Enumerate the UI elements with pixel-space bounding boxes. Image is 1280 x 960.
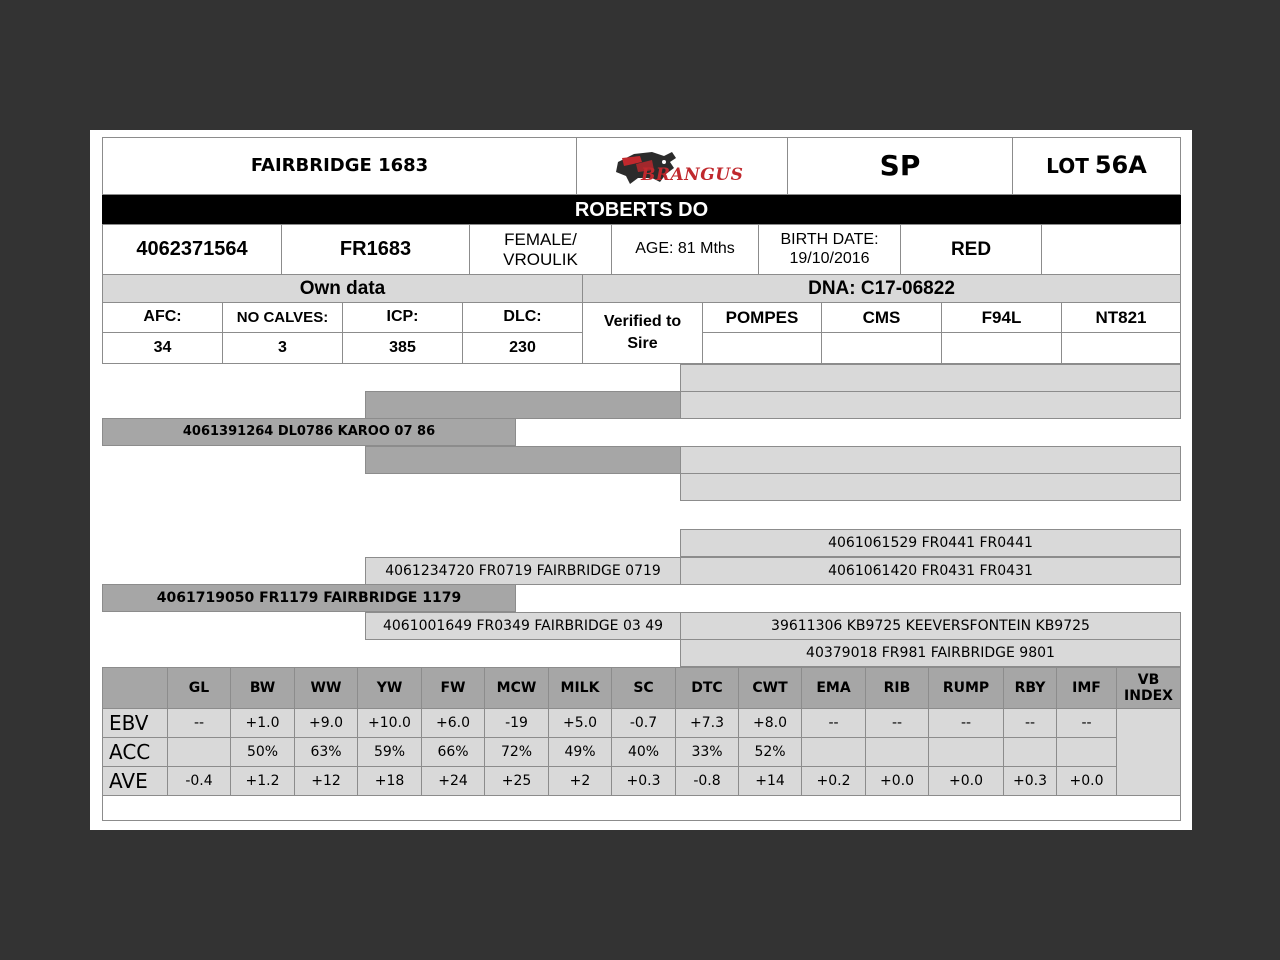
ebv-acc-yw: 59% [357,737,422,767]
ebv-acc-ema [801,737,866,767]
ebv-acc-dtc: 33% [675,737,739,767]
ebv-ebv-yw: +10.0 [357,708,422,738]
ebv-header-corner [102,667,168,709]
ebv-ave-rby: +0.3 [1003,766,1057,796]
dna-title: DNA: C17-06822 [582,274,1181,303]
dna-test-cms: CMS [821,302,942,333]
calves-label: NO CALVES: [222,302,343,333]
ebv-ebv-dtc: +7.3 [675,708,739,738]
ebv-header-yw: YW [357,667,422,709]
ebv-header-rby: RBY [1003,667,1057,709]
ebv-header-rib: RIB [865,667,929,709]
dna-result-nt821 [1061,332,1181,364]
ebv-ave-ema: +0.2 [801,766,866,796]
animal-name: FAIRBRIDGE 1683 [102,137,577,195]
ebv-header-gl: GL [167,667,231,709]
birth-date-label: BIRTH DATE: [780,231,879,249]
sex-label: FEMALE/ [504,229,577,249]
ebv-header-ema: EMA [801,667,866,709]
pedigree-dam-dam: 4061001649 FR0349 FAIRBRIDGE 03 49 [365,612,681,640]
owner-name: ROBERTS DO [102,195,1181,225]
verified-to-sire [582,302,703,364]
pedigree-dds: 39611306 KB9725 KEEVERSFONTEIN KB9725 [680,612,1181,640]
pedigree-dss: 4061061529 FR0441 FR0441 [680,529,1181,557]
ebv-ave-yw: +18 [357,766,422,796]
ebv-acc-fw: 66% [421,737,485,767]
ebv-header-milk: MILK [548,667,612,709]
pedigree-dam: 4061719050 FR1179 FAIRBRIDGE 1179 [102,584,516,612]
ebv-ave-mcw: +25 [484,766,549,796]
pedigree-ssd [680,391,1181,419]
verified-label-sire: Sire [627,335,658,352]
birth-date-cell [758,224,901,275]
lot-card [90,130,1192,830]
id-code: FR1683 [281,224,470,275]
vb-index-value [1116,708,1181,796]
ebv-ave-ww: +12 [294,766,358,796]
ebv-ave-rib: +0.0 [865,766,929,796]
pedigree-sire-dam [365,446,681,474]
ebv-ave-rump: +0.0 [928,766,1004,796]
dna-result-pompes [702,332,822,364]
lot-number: 56A [1094,151,1147,180]
footer-row [102,792,1181,821]
pedigree-dam-sire: 4061234720 FR0719 FAIRBRIDGE 0719 [365,557,681,585]
ebv-acc-imf [1056,737,1117,767]
ebv-acc-mcw: 72% [484,737,549,767]
ebv-row-label-ebv: EBV [102,708,168,738]
ebv-ave-dtc: -0.8 [675,766,739,796]
ebv-ebv-milk: +5.0 [548,708,612,738]
ebv-ebv-sc: -0.7 [611,708,676,738]
ebv-header-vb-index [1116,667,1181,709]
ebv-acc-cwt: 52% [738,737,802,767]
ebv-ebv-rump: -- [928,708,1004,738]
pedigree-sire: 4061391264 DL0786 KAROO 07 86 [102,418,516,446]
ebv-ebv-imf: -- [1056,708,1117,738]
pedigree-sss [680,364,1181,392]
sex-cell [469,224,612,275]
ebv-acc-ww: 63% [294,737,358,767]
ebv-ebv-cwt: +8.0 [738,708,802,738]
ebv-ebv-rby: -- [1003,708,1057,738]
age: AGE: 81 Mths [611,224,759,275]
own-data-title: Own data [102,274,583,303]
colour: RED [900,224,1042,275]
ebv-ave-bw: +1.2 [230,766,295,796]
logo-text: BRANGUS [641,165,744,185]
ebv-acc-rump [928,737,1004,767]
dna-result-f94l [941,332,1062,364]
vb-index-label: INDEX [1124,688,1173,704]
ebv-acc-sc: 40% [611,737,676,767]
ebv-ebv-gl: -- [167,708,231,738]
lot-box [1012,137,1181,195]
dna-test-pompes: POMPES [702,302,822,333]
ebv-ebv-fw: +6.0 [421,708,485,738]
pedigree-dsd: 4061061420 FR0431 FR0431 [680,557,1181,585]
ebv-ebv-ww: +9.0 [294,708,358,738]
ebv-ebv-ema: -- [801,708,866,738]
birth-date: 19/10/2016 [789,249,870,267]
sex-label-afrikaans: VROULIK [503,249,578,269]
ebv-ebv-rib: -- [865,708,929,738]
ebv-ave-cwt: +14 [738,766,802,796]
afc-value: 34 [102,332,223,364]
vb-label: VB [1137,671,1160,688]
calves-value: 3 [222,332,343,364]
reg-number: 4062371564 [102,224,282,275]
ebv-ebv-bw: +1.0 [230,708,295,738]
dlc-value: 230 [462,332,583,364]
ebv-ave-sc: +0.3 [611,766,676,796]
ebv-header-dtc: DTC [675,667,739,709]
lot-prefix: LOT [1046,153,1089,178]
pedigree-sds [680,446,1181,474]
dna-test-f94l: F94L [941,302,1062,333]
ebv-acc-rby [1003,737,1057,767]
ebv-acc-gl [167,737,231,767]
pedigree-sire-sire [365,391,681,419]
afc-label: AFC: [102,302,223,333]
grade: SP [787,137,1013,195]
ebv-ave-fw: +24 [421,766,485,796]
ebv-ave-imf: +0.0 [1056,766,1117,796]
ebv-acc-rib [865,737,929,767]
ebv-acc-bw: 50% [230,737,295,767]
brangus-logo [576,137,788,195]
ebv-ave-milk: +2 [548,766,612,796]
pedigree-sdd [680,473,1181,501]
dna-test-nt821: NT821 [1061,302,1181,333]
ebv-header-mcw: MCW [484,667,549,709]
ebv-header-bw: BW [230,667,295,709]
ebv-header-fw: FW [421,667,485,709]
ebv-header-ww: WW [294,667,358,709]
ebv-ebv-mcw: -19 [484,708,549,738]
ebv-row-label-acc: ACC [102,737,168,767]
ebv-acc-milk: 49% [548,737,612,767]
ebv-ave-gl: -0.4 [167,766,231,796]
dna-result-cms [821,332,942,364]
verified-label: Verified to [603,312,682,330]
identity-extra [1041,224,1181,275]
icp-value: 385 [342,332,463,364]
ebv-header-imf: IMF [1056,667,1117,709]
ebv-header-cwt: CWT [738,667,802,709]
ebv-header-sc: SC [611,667,676,709]
icp-label: ICP: [342,302,463,333]
dlc-label: DLC: [462,302,583,333]
pedigree-ddd: 40379018 FR981 FAIRBRIDGE 9801 [680,639,1181,667]
ebv-row-label-ave: AVE [102,766,168,796]
ebv-header-rump: RUMP [928,667,1004,709]
